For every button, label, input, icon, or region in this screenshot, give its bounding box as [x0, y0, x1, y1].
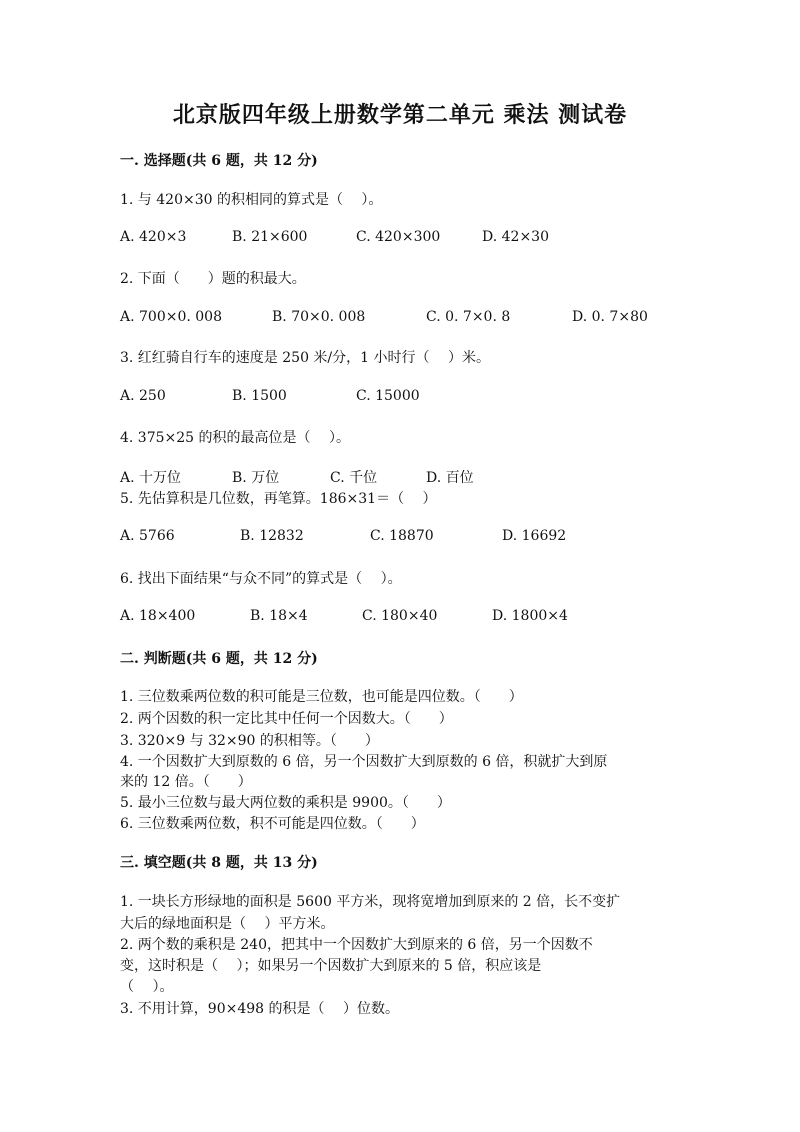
option-c: C. 0. 7×0. 8	[426, 309, 511, 325]
statement-line: 1. 三位数乘两位数的积可能是三位数，也可能是四位数。（ ）	[120, 689, 523, 705]
section-heading-judgement: 二. 判断题(共 6 题，共 12 分)	[120, 651, 318, 667]
fill-line: 2. 两个数的乘积是 240，把其中一个因数扩大到原来的 6 倍，另一个因数不	[120, 937, 593, 953]
option-b: B. 12832	[240, 528, 304, 544]
option-a: A. 700×0. 008	[120, 309, 222, 325]
option-a: A. 420×3	[120, 229, 187, 245]
option-b: B. 万位	[232, 470, 280, 486]
question-text: 2. 下面（ ）题的积最大。	[120, 271, 306, 287]
section-heading-choice: 一. 选择题(共 6 题，共 12 分)	[120, 153, 318, 169]
option-a: A. 250	[120, 388, 166, 404]
option-b: B. 1500	[232, 388, 287, 404]
option-d: D. 0. 7×80	[572, 309, 648, 325]
statement-line: 来的 12 倍。（ ）	[120, 774, 252, 790]
option-d: D. 1800×4	[492, 608, 568, 624]
option-c: C. 18870	[370, 528, 434, 544]
fill-line: 1. 一块长方形绿地的面积是 5600 平方米，现将宽增加到原来的 2 倍，长不变扩	[120, 894, 621, 910]
option-a: A. 5766	[120, 528, 175, 544]
question-text: 5. 先估算积是几位数，再笔算。186×31＝（ ）	[120, 491, 437, 507]
fill-line: （ ）。	[120, 979, 174, 995]
option-b: B. 18×4	[250, 608, 308, 624]
option-c: C. 420×300	[356, 229, 441, 245]
option-a: A. 18×400	[120, 608, 196, 624]
option-b: B. 70×0. 008	[272, 309, 366, 325]
question-text: 1. 与 420×30 的积相同的算式是（ ）。	[120, 192, 383, 208]
fill-line: 3. 不用计算，90×498 的积是（ ）位数。	[120, 1001, 399, 1017]
statement-line: 5. 最小三位数与最大两位数的乘积是 9900。（ ）	[120, 795, 451, 811]
question-text: 4. 375×25 的积的最高位是（ ）。	[120, 430, 350, 446]
fill-line: 变，这时积是（ ）；如果另一个因数扩大到原来的 5 倍，积应该是	[120, 958, 542, 974]
statement-line: 6. 三位数乘两位数，积不可能是四位数。（ ）	[120, 816, 425, 832]
statement-line: 2. 两个因数的积一定比其中任何一个因数大。（ ）	[120, 711, 453, 727]
page-title: 北京版四年级上册数学第二单元 乘法 测试卷	[172, 102, 628, 128]
section-heading-fill: 三. 填空题(共 8 题，共 13 分)	[120, 855, 318, 871]
option-c: C. 180×40	[362, 608, 438, 624]
statement-line: 4. 一个因数扩大到原数的 6 倍，另一个因数扩大到原数的 6 倍，积就扩大到原	[120, 754, 608, 770]
option-b: B. 21×600	[232, 229, 308, 245]
option-d: D. 42×30	[482, 229, 549, 245]
option-a: A. 十万位	[120, 470, 182, 486]
statement-line: 3. 320×9 与 32×90 的积相等。（ ）	[120, 733, 379, 749]
option-d: D. 百位	[426, 470, 474, 486]
question-text: 6. 找出下面结果“与众不同”的算式是（ ）。	[120, 571, 402, 587]
option-c: C. 千位	[330, 470, 378, 486]
option-d: D. 16692	[502, 528, 567, 544]
option-c: C. 15000	[356, 388, 420, 404]
fill-line: 大后的绿地面积是（ ）平方米。	[120, 916, 335, 932]
question-text: 3. 红红骑自行车的速度是 250 米/分，1 小时行（ ）米。	[120, 350, 490, 366]
